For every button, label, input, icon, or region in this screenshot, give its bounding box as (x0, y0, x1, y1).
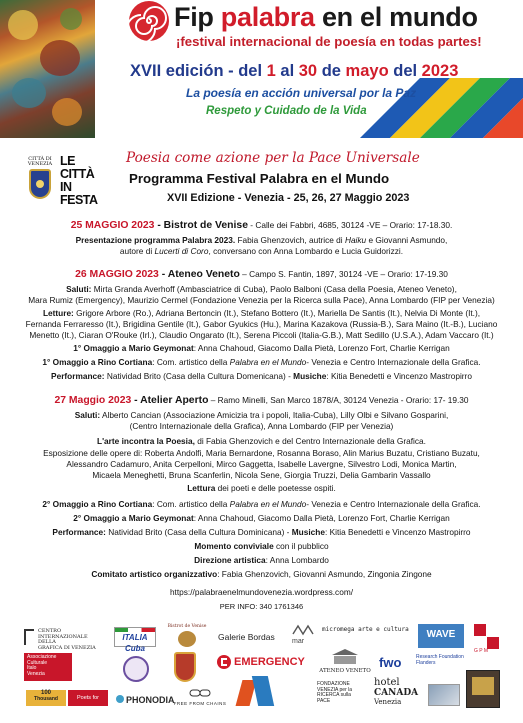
day3-omaggio-cortiana: 2° Omaggio a Rino Cortiana: Com. artistico della Palabra en el Mundo- Venezia e Centro Internazionale della Grafica. (42, 499, 481, 509)
day1-presentation: Presentazione programma Palabra 2023. Fabia Ghenzovich, autrice di Haiku e Giovanni Asmundo, (75, 235, 448, 245)
painting-image (0, 0, 95, 138)
day3-momento-conviviale: Momento conviviale con il pubblico (194, 541, 329, 551)
mar-wave-icon (292, 624, 314, 636)
day2-letture: Letture: Grigore Arbore (Ro.), Adriana Bertoncin (It.), Stefano Bottero (It.), Mariella De Santis (It.), Nelvia Di Monte (It.), (42, 308, 481, 318)
crest-text: VENEZIA (27, 161, 53, 167)
ateneo-building-icon (330, 648, 360, 666)
day3-omaggio-geymonat: 2° Omaggio a Mario Geymonat: Anna Chahoud, Giacomo Dalla Pietà, Lorenzo Fort, Charlie Kerrigan (73, 513, 450, 523)
day3-heading: 27 Maggio 2023 - Atelier Aperto – Ramo Minelli, San Marco 1878/A, 30124 Venezia - Orario: 17- 19.30 (54, 395, 469, 406)
program-title: Programma Festival Palabra en el Mundo (129, 171, 390, 186)
poets-for-change-logo: Poets for Change (68, 690, 108, 706)
day2-letture-3: Menetto (It.), Ciaran O'Rouke (Irl.), Claudio Ongarato (It.), Serena Piccoli (Italia-G.B.), Matt Sedillo (U.S.A.), Adam Vaccaro (It.) (29, 330, 494, 340)
book-cover-logo (466, 670, 500, 708)
mar-logo: mar (292, 624, 322, 648)
day3-saluti-2: (Centro Internazionale della Grafica), Anna Lombardo (FIP per Venezia) (129, 421, 394, 431)
micromega-logo: micromega arte e cultura (322, 626, 409, 633)
chain-icon (189, 688, 211, 698)
research-foundation-logo: Research Foundation Flanders (416, 654, 464, 666)
day3-saluti: Saluti: Alberto Cancian (Associazione Amicizia tra i popoli, Italia-Cuba), Lilly Olbi e Silvano Gosparini, (74, 410, 449, 420)
le-citta-in-festa-logo: LE CITTÀ IN FESTA (60, 154, 98, 207)
centro-grafica-logo: CENTRO INTERNAZIONALE DELLA GRAFICA DI VENEZIA (24, 627, 106, 649)
festival-banner (0, 0, 523, 138)
day2-saluti-2: Mara Rumiz (Emergency), Maurizio Cermel (Fondazione Venezia per la Ricerca sulla Pace), Anna Lombardo (FIP per Venezia) (28, 295, 495, 305)
wave-logo: WAVE (418, 624, 464, 648)
day3-esposizione: Esposizione delle opere di: Roberta Andolfi, Maria Bernardone, Rosanna Boraso, Alin Marius Buzatu, Cristiano Buzatu, (43, 448, 480, 458)
day2-omaggio-cortiana: 1° Omaggio a Rino Cortiana: Com. artistico della Palabra en el Mundo- Venezia e Centro Internazionale della Grafica. (42, 357, 481, 367)
italia-cuba-logo: ITALIA Cuba (114, 627, 156, 647)
crest-text: CITTÀ DI (28, 156, 52, 162)
day3-performance: Performance: Natividad Brito (Casa della Cultura Dominicana) - Musiche: Kitia Benedetti e Vincenzo Mastropirro (52, 527, 471, 537)
day3-esposizione-2: Alessandro Cadamuro, Anita Cerpelloni, Mirco Gaggetta, Isabelle Lavergne, Silvestro Lodi, Monica Martin, (66, 459, 457, 469)
program-edition: XVII Edizione - Venezia - 25, 26, 27 Maggio 2023 (167, 192, 410, 204)
spiral-logo-icon (128, 0, 170, 42)
info-phone: PER INFO: 340 1761346 (219, 602, 304, 611)
day1-heading: 25 MAGGIO 2023 - Bistrot de Venise - Calle dei Fabbri, 4685, 30124 -VE – Orario: 17-18.30. (70, 220, 453, 231)
crest-shield-icon (29, 169, 51, 199)
day1-presentation-2: autore di Lucerti di Coro, conversano con Anna Lombardo e Lucia Guidorizzi. (119, 246, 404, 256)
program-heading-italic: Poesia come azione per la Pace Universale (126, 150, 420, 166)
day3-arte-poesia: L'arte incontra la Poesia, di Fabia Ghenzovich e del Centro Internazionale della Grafica. (97, 436, 426, 446)
banner-edition: XVII edición - del 1 al 30 de mayo del 2023 (130, 62, 459, 80)
banner-tagline-2: Respeto y Cuidado de la Vida (206, 105, 367, 117)
photo-thumbnail-logo (428, 684, 460, 706)
hotel-canada-logo: hotel CANADA Venezia (374, 677, 419, 706)
day2-performance: Performance: Natividad Brito (Casa della Cultura Domenicana) - Musiche: Kitia Benedetti e Vincenzo Mastropirro (51, 371, 472, 381)
city-crest-logo (174, 652, 200, 684)
100-thousand-logo: 100 Thousand (26, 690, 66, 706)
banner-subtitle: ¡festival internacional de poesía en todas partes! (176, 34, 482, 49)
venezia-crest-logo (26, 157, 54, 203)
bistrot-de-venise-logo: Bistrot de Venise (167, 624, 207, 650)
comitato-artistico: Comitato artistico organizzativo: Fabia Ghenzovich, Giovanni Asmundo, Zingonia Zingone (91, 569, 432, 579)
day2-omaggio-geymonat: 1° Omaggio a Mario Geymonat: Anna Chahoud, Giacomo Dalla Pietà, Lorenzo Fort, Charlie Kerrigan (73, 343, 450, 353)
galerie-bordas-logo: Galerie Bordas (218, 632, 275, 642)
phonodia-logo: PHONODIA (116, 694, 182, 708)
day2-heading: 26 MAGGIO 2023 - Ateneo Veneto – Campo S. Fantin, 1897, 30124 -VE – Orario: 17-19.30 (75, 269, 448, 280)
day2-letture-2: Fernanda Ferraresso (It.), Brigidina Gentile (It.), Gabor Gyukics (Hu.), Marina Kazakova (Russia-B.), Sara Maino (It.-B.), Luciano (25, 319, 498, 329)
direzione-artistica: Direzione artistica: Anna Lombardo (194, 555, 329, 565)
banner-title: Fip palabra en el mundo (174, 2, 478, 32)
banner-tagline: La poesía en acción universal por la Paz (186, 86, 417, 100)
day2-saluti: Saluti: Mirta Granda Averhoff (Ambasciatrice di Cuba), Paolo Balboni (Casa della Poesia, Ateneo Veneto), (66, 284, 457, 294)
day3-lettura: Lettura dei poeti e delle poetesse ospiti. (187, 483, 336, 493)
fwo-logo: fwo (379, 655, 402, 670)
associazione-italo-logo: Associazione Culturale Italo Venezia (24, 653, 72, 681)
website-link[interactable]: https://palabraenelmundovenezia.wordpress.com/ (169, 587, 354, 597)
ateneo-veneto-logo: ATENEO VENETO (317, 648, 373, 680)
free-from-chains-logo: FREE FROM CHAINS (170, 688, 230, 712)
circle-emblem-logo (116, 655, 156, 685)
fondazione-venezia-pace-logo: FONDAZIONE VENEZIA per la RICERCA sulla PACE (317, 681, 353, 704)
dancers-art-logo (237, 676, 277, 710)
cpm-logo: G P M (474, 624, 500, 662)
day3-esposizione-3: Micaela Meneghetti, Bruna Scanferlin, Nicola Sene, Giorgia Truzzi, Delia Gambarin Vassallo (92, 470, 431, 480)
emergency-logo: EMERGENCY (217, 654, 303, 670)
